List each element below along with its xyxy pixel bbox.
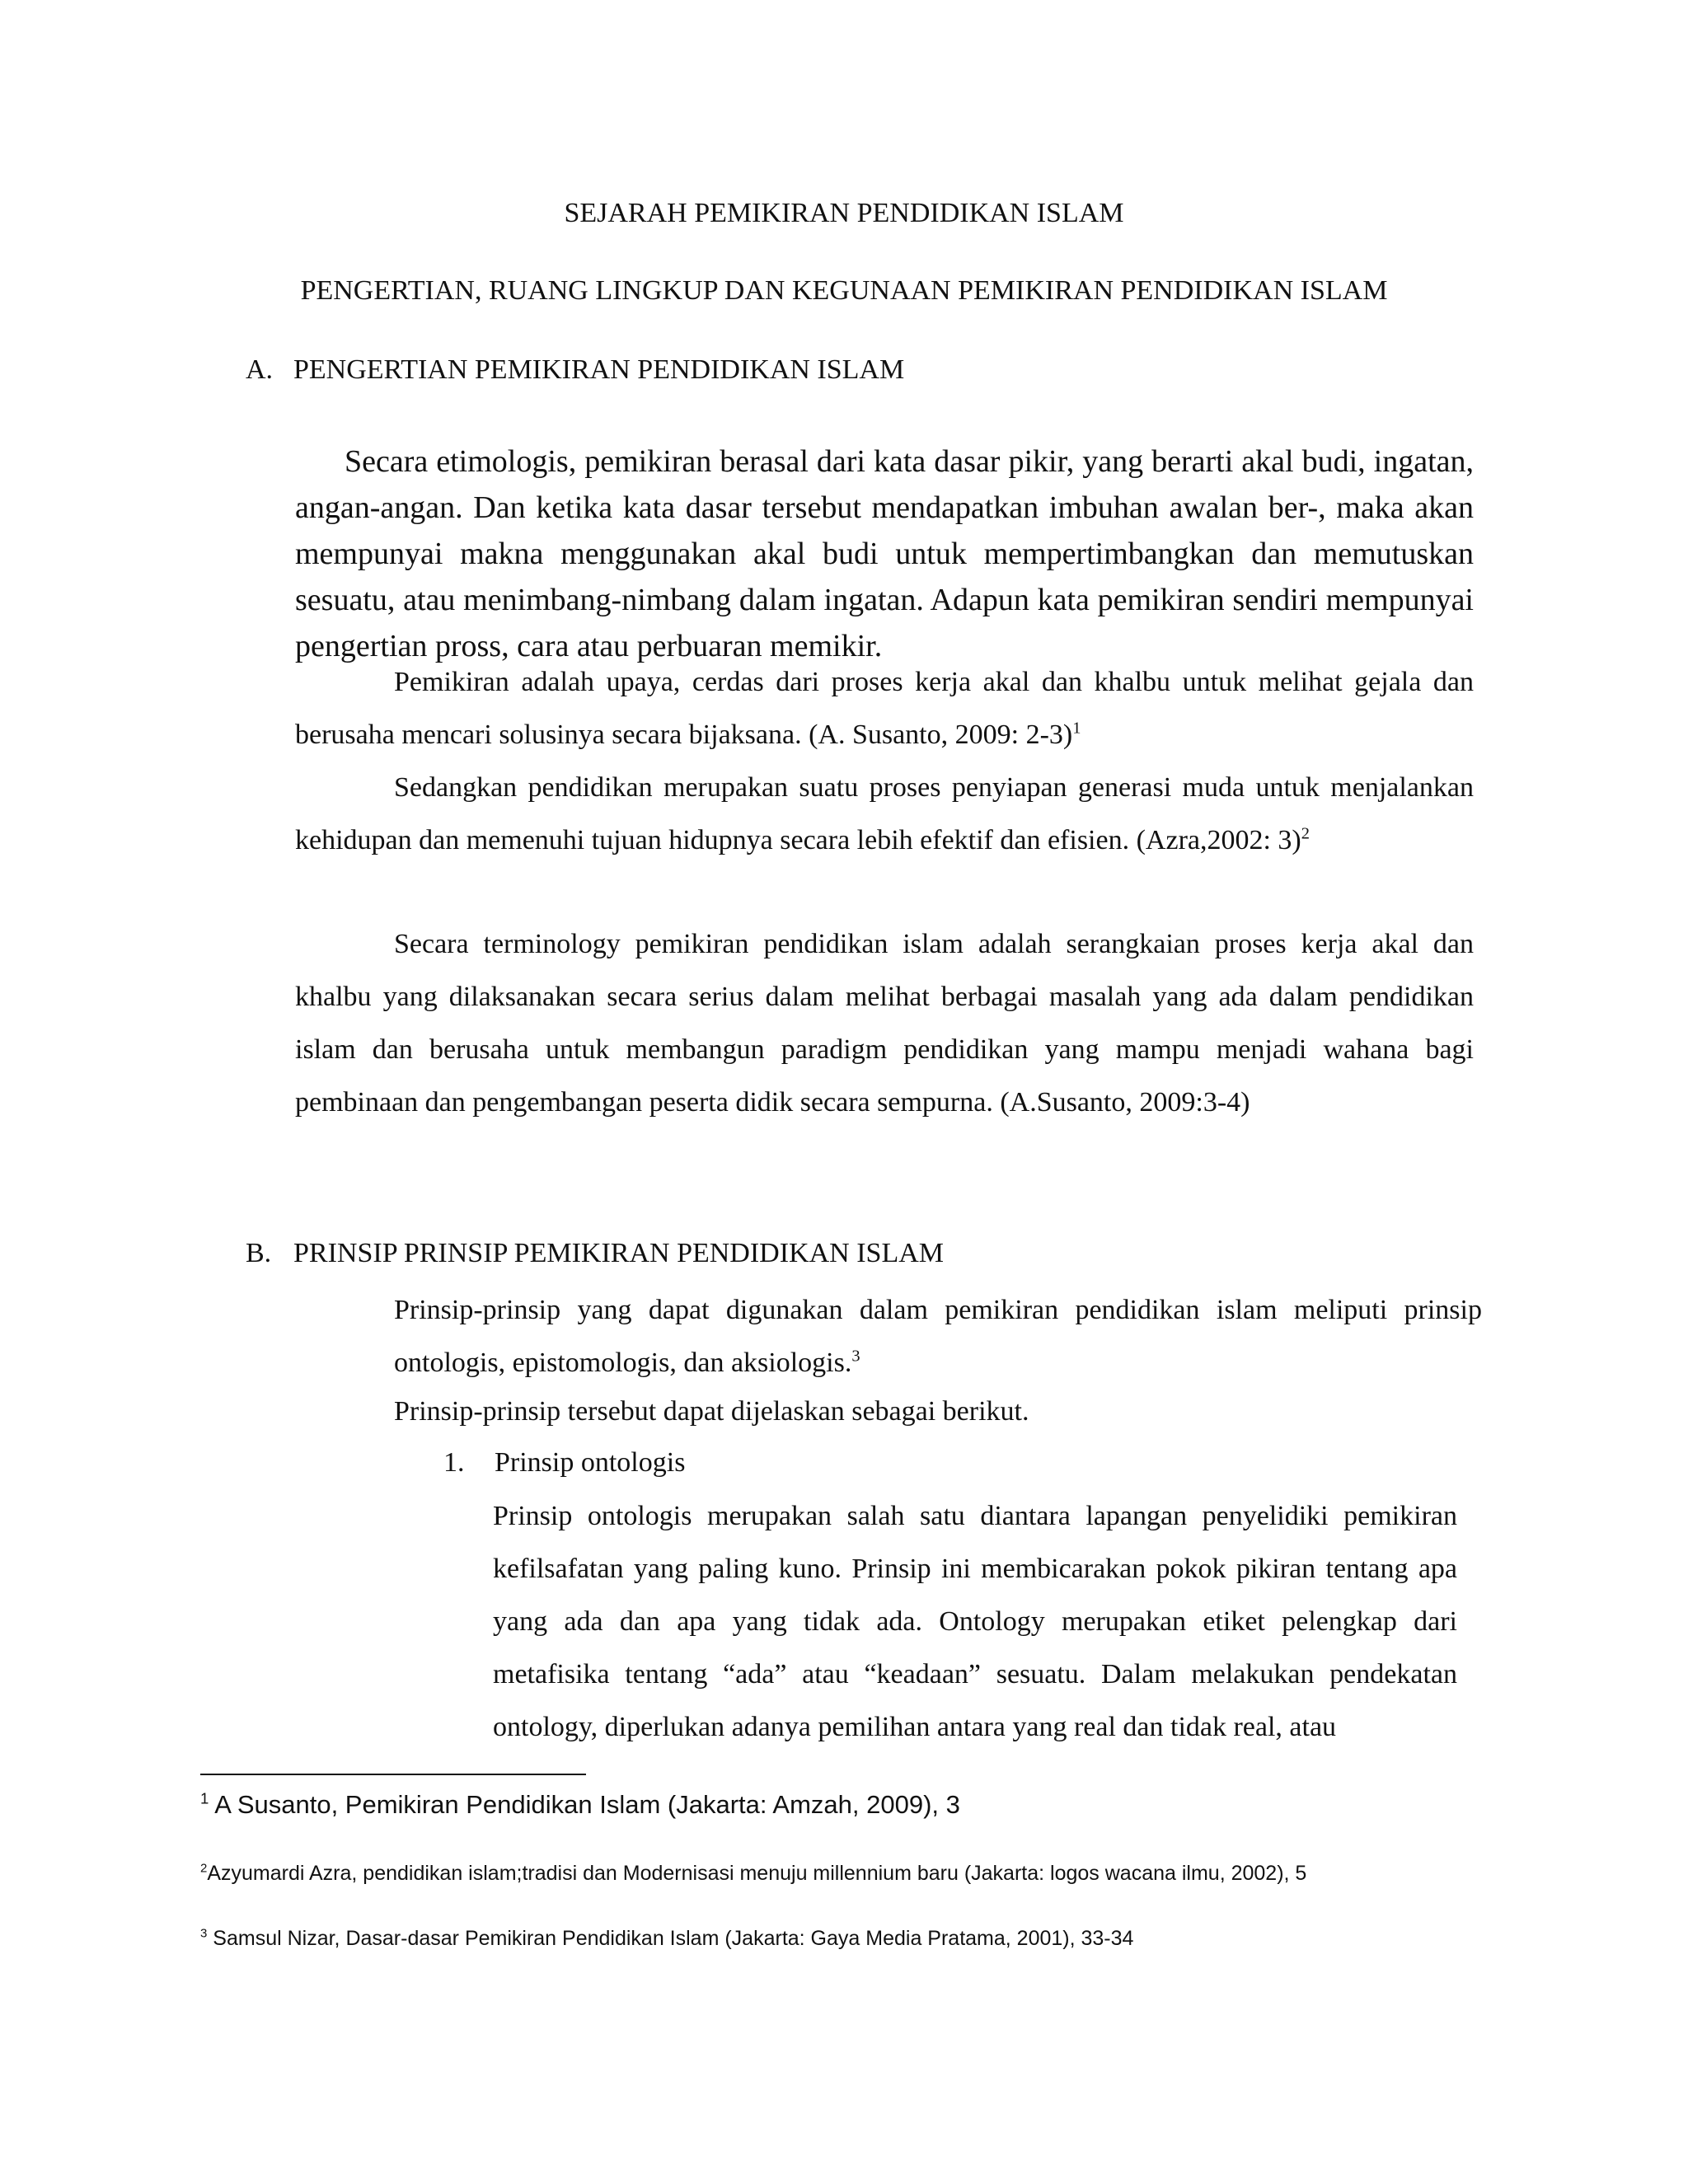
footnote-1: $^1$ A Susanto, Pemikiran Pendidikan Islam (Jakarta: Amzah, 2009), 3 [200,1789,960,1819]
paragraph-prinsip-intro: Prinsip-prinsip yang dapat digunakan dalam pemikiran pendidikan islam meliputi prinsip ontologis, epistomologis, dan aksiologis.$^3$ [394,1295,1482,1378]
section-a-title: PENGERTIAN PEMIKIRAN PENDIDIKAN ISLAM [293,354,905,385]
section-a-heading [246,354,904,386]
paragraph-terminology: Secara terminology pemikiran pendidikan islam adalah serangkaian proses kerja akal dan khalbu yang dilaksanakan secara serius dalam melihat berbagai masalah yang ada dalam pendidikan islam dan berusaha untuk membangun paradigm pendidikan yang mampu menjadi wahana bagi pembinaan dan pengembangan peserta didik secara sempurna. (A.Susanto, 2009:3-4) [295,929,1474,1118]
footnote-ref-3: 3 [851,1347,860,1366]
footnote-2: $^2$Azyumardi Azra, pendidikan islam;tradisi dan Modernisasi menuju millennium baru (Jakarta: logos wacana ilmu, 2002), 5 [200,1861,1307,1885]
section-b-title: PRINSIP PRINSIP PEMIKIRAN PENDIDIKAN ISLAM [293,1238,945,1268]
footnote-3: $^3$ Samsul Nizar, Dasar-dasar Pemikiran Pendidikan Islam (Jakarta: Gaya Media Pratama, 2001), 33-34 [200,1926,1134,1950]
footnote-ref-2: 2 [1301,824,1310,843]
list-item-1-number: 1. [443,1447,465,1478]
footnote-separator [200,1774,586,1775]
paragraph-pendidikan: Sedangkan pendidikan merupakan suatu proses penyiapan generasi muda untuk menjalankan kehidupan dan memenuhi tujuan hidupnya secara lebih efektif dan efisien. (Azra,2002: 3)$^2$ [295,772,1474,855]
paragraph-ontologis: Prinsip ontologis merupakan salah satu diantara lapangan penyelidiki pemikiran kefilsafatan yang paling kuno. Prinsip ini membicarakan pokok pikiran tentang apa yang ada dan apa yang tidak ada. Ontology merupakan etiket pelengkap dari metafisika tentang “ada” atau “keadaan” sesuatu. Dalam melakukan pendekatan ontology, diperlukan adanya pemilihan antara yang real dan tidak real, atau [493,1501,1457,1742]
document-title: SEJARAH PEMIKIRAN PENDIDIKAN ISLAM [564,198,1124,228]
list-item-1-heading [443,1447,685,1479]
footnote-ref-1: 1 [1072,719,1081,738]
section-b-heading [246,1238,944,1269]
section-b-letter: B. [246,1238,272,1268]
document-subtitle: PENGERTIAN, RUANG LINGKUP DAN KEGUNAAN PEMIKIRAN PENDIDIKAN ISLAM [300,275,1388,306]
paragraph-etimologis: Secara etimologis, pemikiran berasal dari kata dasar pikir, yang berarti akal budi, ingatan, angan-angan. Dan ketika kata dasar tersebut mendapatkan imbuhan awalan ber-, maka akan mempunyai makna menggunakan akal budi untuk mempertimbangkan dan memutuskan sesuatu, atau menimbang-nimbang dalam ingatan. Adapun kata pemikiran sendiri mempunyai pengertian pross, cara atau perbuaran memikir. [295,444,1474,663]
paragraph-pemikiran: Pemikiran adalah upaya, cerdas dari proses kerja akal dan khalbu untuk melihat gejala dan berusaha mencari solusinya secara bijaksana. (A. Susanto, 2009: 2-3)$^1$ [295,667,1474,750]
list-item-1-title: Prinsip ontologis [495,1447,686,1478]
paragraph-prinsip-explain: Prinsip-prinsip tersebut dapat dijelaskan sebagai berikut. [394,1396,1029,1427]
section-a-letter: A. [246,354,274,385]
